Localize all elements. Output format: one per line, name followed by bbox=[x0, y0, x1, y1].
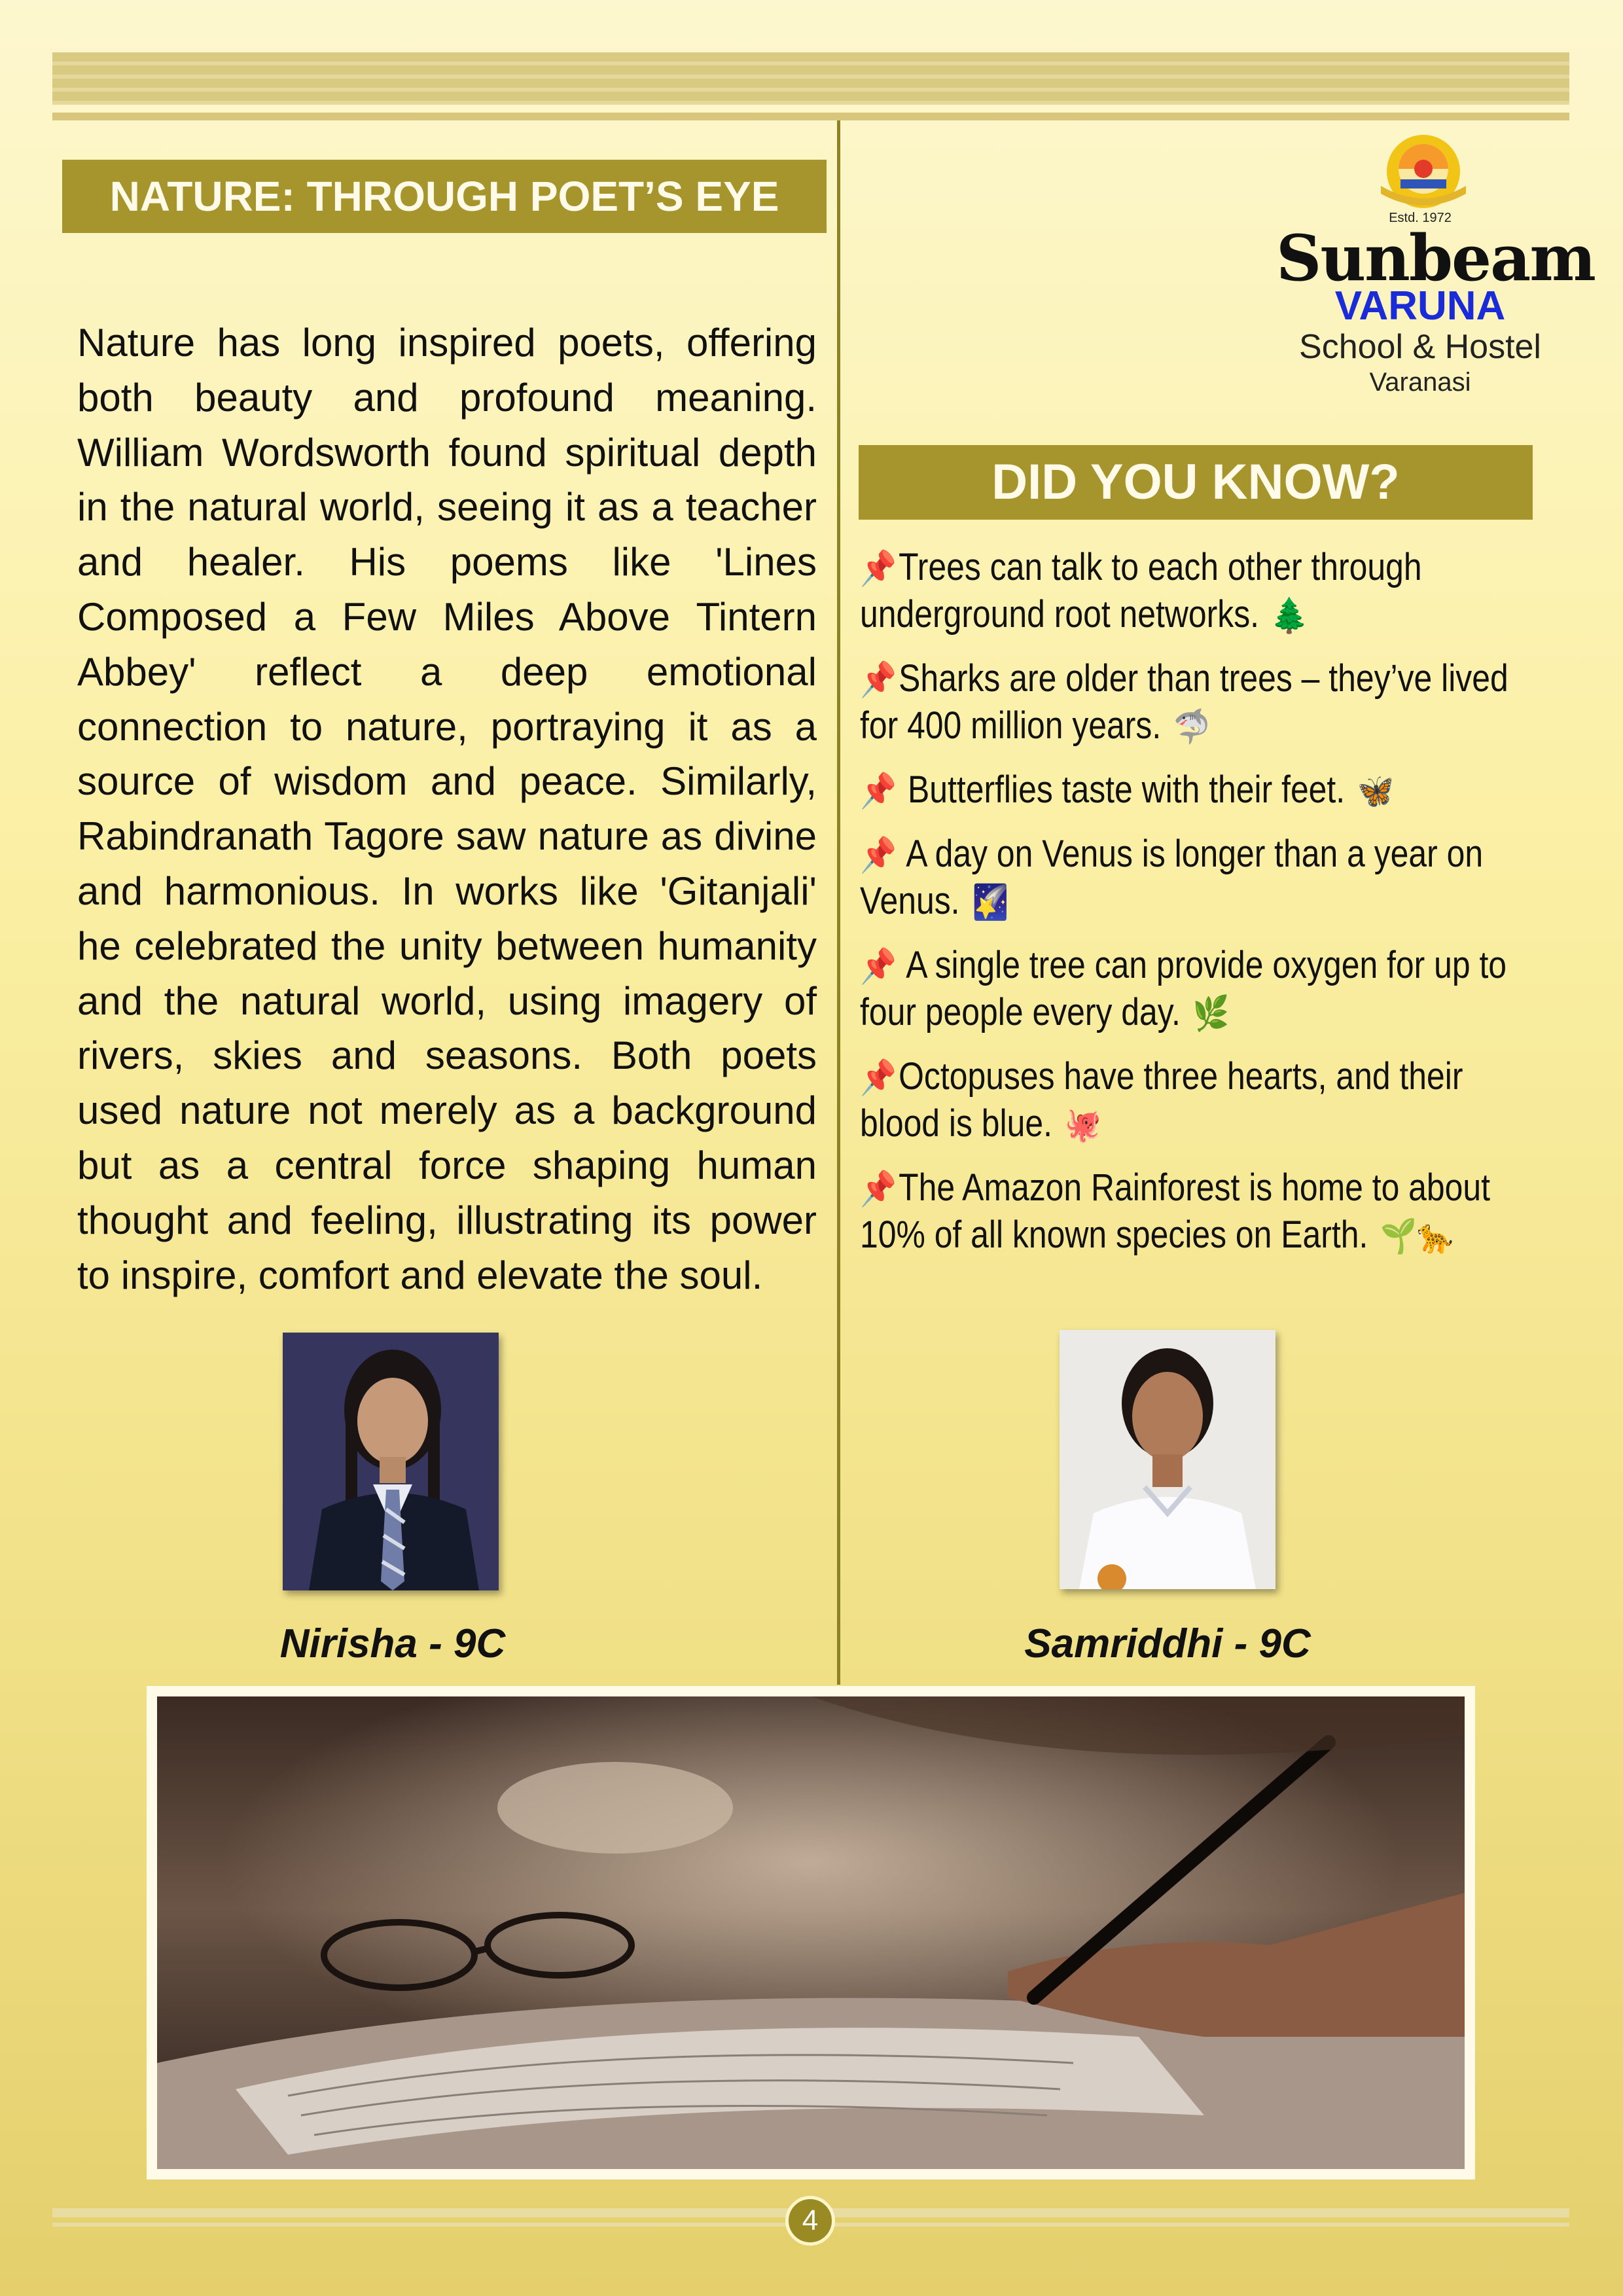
fact-item bbox=[860, 831, 1535, 925]
fact-item bbox=[860, 656, 1535, 750]
fact-text: Octopuses have three hearts, and their blood is blue. bbox=[860, 1055, 1463, 1145]
fact-item bbox=[860, 942, 1535, 1037]
logo-branch: VARUNA bbox=[1334, 283, 1506, 329]
pushpin-icon: 📌 bbox=[860, 1170, 897, 1208]
fact-text: Butterflies taste with their feet. bbox=[907, 768, 1346, 811]
column-divider bbox=[837, 120, 840, 1685]
logo-established: Estd. 1972 bbox=[1389, 211, 1452, 225]
butterfly-icon: 🦋 bbox=[1357, 772, 1394, 810]
octopus-icon: 🐙 bbox=[1064, 1106, 1101, 1144]
author-photo-nirisha bbox=[283, 1333, 499, 1590]
pushpin-icon: 📌 bbox=[860, 948, 897, 986]
herb-icon: 🌿 bbox=[1192, 995, 1230, 1033]
logo-subtitle: School & Hostel bbox=[1299, 328, 1541, 366]
pushpin-icon: 📌 bbox=[860, 772, 897, 810]
pushpin-icon: 📌 bbox=[860, 1059, 897, 1097]
school-logo bbox=[1276, 131, 1595, 399]
header-band bbox=[52, 52, 1569, 105]
fact-text: A single tree can provide oxygen for up to four people every day. bbox=[860, 944, 1507, 1033]
author-caption-nirisha: Nirisha - 9C bbox=[279, 1621, 506, 1666]
shark-icon: 🦈 bbox=[1173, 708, 1210, 746]
author-photo-samriddhi bbox=[1060, 1330, 1275, 1589]
fact-text: Trees can talk to each other through underground root networks. bbox=[860, 546, 1422, 636]
did-you-know-title: DID YOU KNOW? bbox=[859, 445, 1533, 520]
fact-text: A day on Venus is longer than a year on Venus. bbox=[860, 833, 1484, 922]
fact-list bbox=[860, 545, 1547, 1276]
evergreen-tree-icon: 🌲 bbox=[1271, 597, 1308, 635]
writing-with-pen-photo bbox=[157, 1696, 1465, 2169]
school-emblem-icon bbox=[1368, 131, 1479, 209]
fact-item bbox=[860, 767, 1535, 814]
logo-school-name: Sunbeam bbox=[1276, 221, 1595, 295]
page-number: 4 bbox=[785, 2196, 835, 2246]
fact-text: The Amazon Rainforest is home to about 10% of all known species on Earth. bbox=[860, 1166, 1491, 1256]
fact-item bbox=[860, 1054, 1535, 1148]
writing-photo-frame bbox=[147, 1686, 1475, 2179]
pushpin-icon: 📌 bbox=[860, 836, 897, 874]
fact-item bbox=[860, 1165, 1535, 1259]
header-rule bbox=[52, 113, 1569, 120]
fact-item bbox=[860, 545, 1535, 639]
article-body: Nature has long inspired poets, offering both beauty and profound meaning. William Wordsworth found spiritual depth in the natural world, seeing it as a teacher and healer. His poems like 'Lines Composed a Few Miles Above Tintern Abbey' reflect a deep emotional connection to nature, portraying it as a source of wisdom and peace. Similarly, Rabindranath Tagore saw nature as divine and harmonious. In works like 'Gitanjali' he celebrated the unity between humanity and the natural world, using imagery of rivers, skies and seasons. Both poets used nature not merely as a background but as a central force shaping human thought and feeling, illustrating its power to inspire, comfort and elevate the soul. bbox=[77, 321, 817, 1297]
author-caption-samriddhi: Samriddhi - 9C bbox=[1024, 1621, 1311, 1666]
pushpin-icon: 📌 bbox=[860, 550, 897, 588]
logo-city: Varanasi bbox=[1369, 368, 1471, 397]
seedling-and-leopard-icon: 🌱🐆 bbox=[1380, 1217, 1454, 1255]
fact-text: Sharks are older than trees – they’ve lived for 400 million years. bbox=[860, 657, 1508, 747]
shooting-star-icon: 🌠 bbox=[972, 884, 1009, 922]
pushpin-icon: 📌 bbox=[860, 661, 897, 699]
article-title: NATURE: THROUGH POET’S EYE bbox=[62, 160, 827, 233]
